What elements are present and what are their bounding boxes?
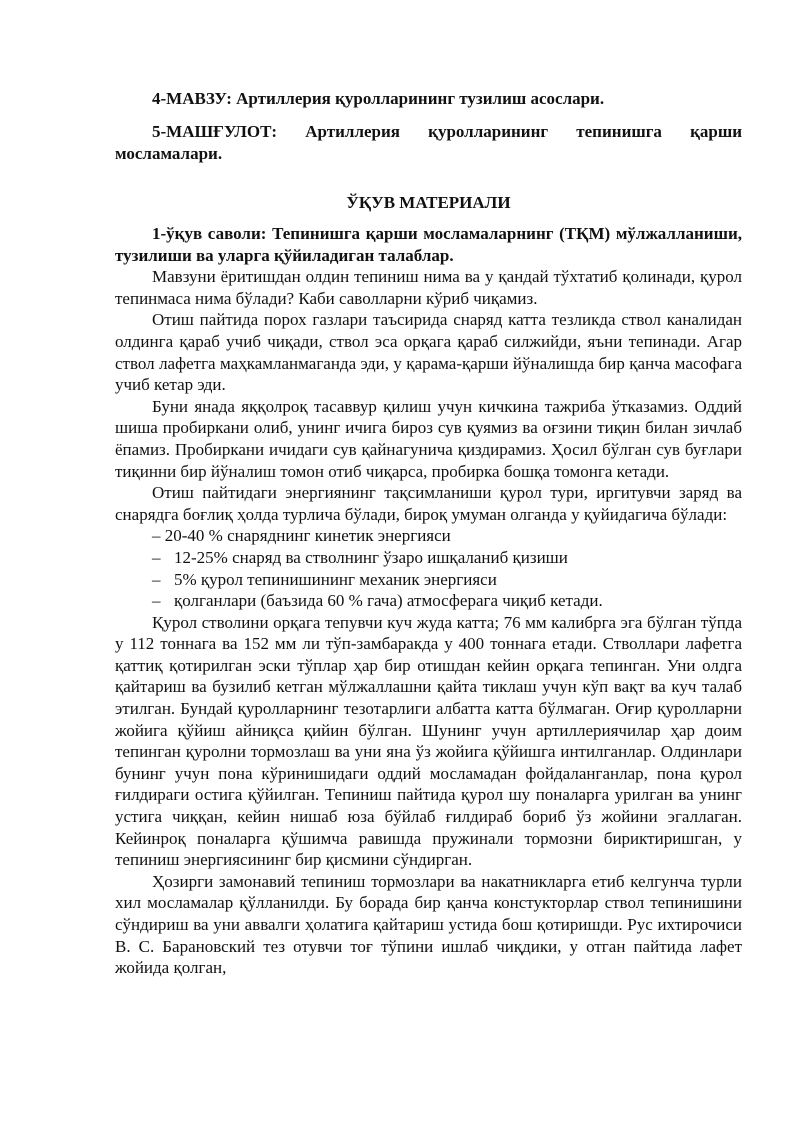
list-item [115, 569, 742, 591]
lesson-block [115, 121, 742, 164]
list-item [115, 590, 742, 612]
list-text: 5% қурол тепинишининг механик энергияси [174, 569, 497, 589]
paragraph: Буни янада яққолроқ тасаввур қилиш учун кичкина тажриба ўтказамиз. Оддий шиша пробиркани олиб, унинг ичига бироз сув қуямиз ва оғзини тиқин билан зичлаб ёпамиз. Пробиркани ичидаги сув қайнагунича қиздирамиз. Ҳосил бўлган сув буғлари тиқинни бир йўналиш томон отиб чиқарса, пробирка бошқа томонга кетади. [115, 396, 742, 481]
list-item [115, 525, 742, 547]
heading-block [115, 192, 742, 214]
list-dash: – [152, 591, 161, 611]
list-text: 12-25% снаряд ва стволнинг ўзаро ишқаланиб қизиши [174, 547, 568, 567]
topic-block [115, 88, 742, 110]
paragraph: Отиш пайтидаги энергиянинг тақсимланиши қурол тури, иргитувчи заряд ва снарядга боғлиқ ҳолда турлича бўлади, бироқ умуман олганда у қуйидагича бўлади: [115, 483, 742, 524]
topic-title: 4-МАВЗУ: Артиллерия қуролларининг тузилиш асослари. [152, 89, 605, 108]
list-text: қолганлари (баъзида 60 % гача) атмосферага чиқиб кетади. [174, 591, 603, 611]
lesson-title: 5-МАШҒУЛОТ: Артиллерия қуролларининг тепинишга қарши мосламалари. [115, 122, 742, 163]
question-title: 1-ўқув саволи: Тепинишга қарши мосламаларнинг (ТҚМ) мўлжалланиши, тузилиши ва уларга қўйиладиган талаблар. [115, 224, 742, 265]
list-item [115, 547, 742, 569]
list-dash: – [152, 569, 161, 589]
paragraph: Ҳозирги замонавий тепиниш тормозлари ва накатникларга етиб келгунча турли хил мосламалар қўлланилди. Бу борада бир қанча констукторлар ствол тепинишини сўндириш ва уни аввалги ҳолатига қайтариш устида бош қотиришди. Рус ихтирочиси В. С. Барановский тез отувчи тоғ тўпини ишлаб чиқдики, у отган пайтида лафет жойида қолган, [115, 871, 742, 978]
body-text [115, 223, 742, 979]
paragraph: Мавзуни ёритишдан олдин тепиниш нима ва у қандай тўхтатиб қолинади, қурол тепинмаса нима бўлади? Каби саволларни кўриб чиқамиз. [115, 267, 742, 308]
paragraph: Отиш пайтида порох газлари таъсирида снаряд катта тезликда ствол каналидан олдинга қараб учиб чиқади, ствол эса орқага қараб силжийди, яъни тепинади. Агар ствол лафетга маҳкамланмаганда эди, у қарама-қарши йўналишда бир қанча масофага учиб кетар эди. [115, 310, 742, 395]
list-dash: – [152, 547, 161, 567]
material-heading: ЎҚУВ МАТЕРИАЛИ [346, 193, 511, 212]
list-dash: – [152, 526, 165, 546]
paragraph: Қурол стволини орқага тепувчи куч жуда катта; 76 мм калибрга эга бўлган тўпда у 112 тоннага ва 152 мм ли тўп-замбаракда у 400 тоннага етади. Стволлари лафетга қаттиқ қотирилган эски тўплар ҳар бир отишдан кейин орқага тепинган. Уни олдга қайтариш ва бузилиб кетган мўлжаллашни қайта тиклаш учун кўп вақт ва куч талаб этилган. Бундай қуролларнинг тезотарлиги албатта катта бўлмаган. Оғир қуролларни жойига қўйиш айниқса қийин бўлган. Шунинг учун артиллериячилар ҳар доим тепинган қуролни тормозлаш ва уни яна ўз жойига қўйишга интилганлар. Олдинлари бунинг учун пона кўринишидаги оддий мосламадан фойдаланганлар, пона қурол ғилдираги остига қўйилган. Тепиниш пайтида қурол шу поналарга урилган ва унинг устига чиққан, кейин нишаб юза бўйлаб ғилдираб бориб ўз жойини эгаллаган. Кейинроқ поналарга қўшимча равишда пружинали тормозни бириктиришган, у тепиниш энергиясининг бир қисмини сўндирган. [115, 612, 742, 870]
list-text: 20-40 % снаряднинг кинетик энергияси [164, 526, 451, 546]
